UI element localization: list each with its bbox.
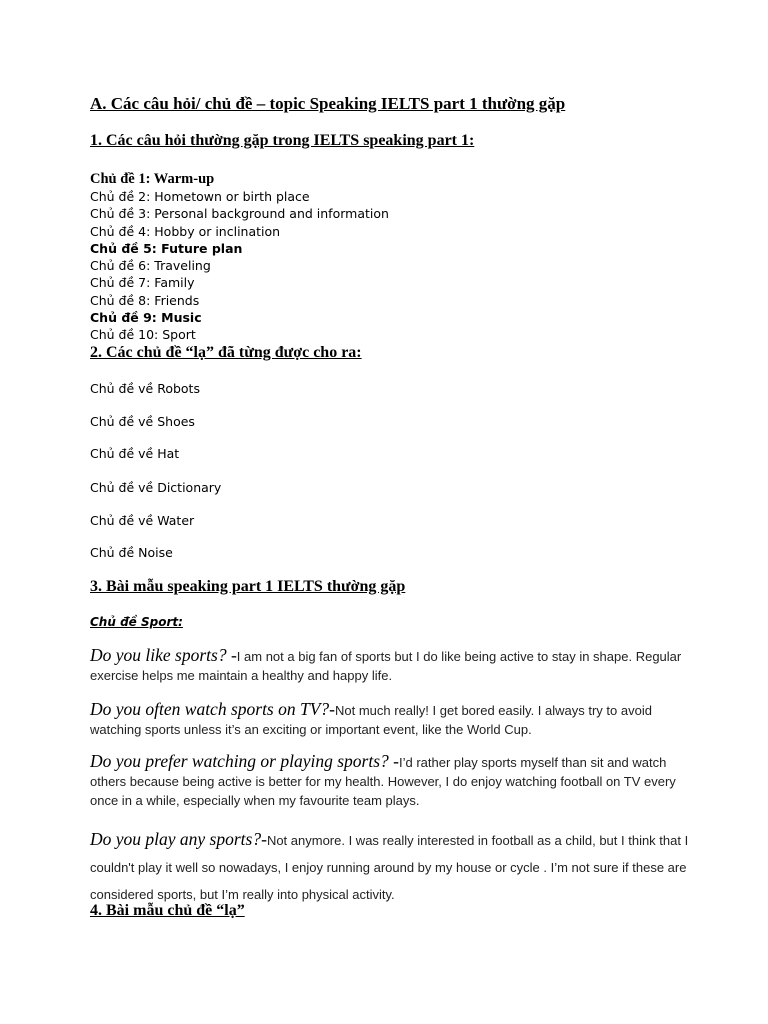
topic-item: Chủ đề 2: Hometown or birth place — [90, 189, 310, 204]
answer-text: I’d rather play sports myself than sit and watch others because being active is better for my health. However, I do enjoy watching football on TV every once in a while, especially when my favourite team plays. — [90, 755, 676, 808]
qa-paragraph — [90, 752, 690, 810]
section1-first-topic: Chủ đề 1: Warm-up — [90, 171, 215, 187]
sport-label: Chủ đề Sport: — [90, 615, 183, 629]
topic-item: Chủ đề 10: Sport — [90, 327, 196, 343]
heading-a: A. Các câu hỏi/ chủ đề – topic Speaking IELTS part 1 thường gặp — [90, 94, 566, 113]
qa-paragraph — [90, 700, 690, 739]
strange-topic-item: Chủ đề về Shoes — [90, 414, 195, 429]
qa-paragraph — [90, 646, 690, 685]
topic-item: Chủ đề 5: Future plan — [90, 240, 243, 256]
qa-paragraph — [90, 826, 690, 908]
section2-title: 2. Các chủ đề “lạ” đã từng được cho ra: — [90, 344, 362, 361]
strange-topic-item: Chủ đề về Water — [90, 513, 195, 528]
topic-item: Chủ đề 7: Family — [90, 275, 195, 291]
topic-item: Chủ đề 9: Music — [90, 310, 202, 326]
topic-item: Chủ đề 8: Friends — [90, 292, 200, 308]
question-text: Do you play any sports?- — [90, 829, 267, 849]
answer-text: Not much really! I get bored easily. I always try to avoid watching sports unless it’s an exciting or important event, like the World Cup. — [90, 703, 652, 737]
section1-title: 1. Các câu hỏi thường gặp trong IELTS speaking part 1: — [90, 132, 475, 149]
question-text: Do you like sports? - — [90, 645, 237, 665]
answer-text: I am not a big fan of sports but I do like being active to stay in shape. Regular exercise helps me maintain a healthy and happy life. — [90, 649, 682, 683]
section4-title: 4. Bài mẫu chủ đề “lạ” — [90, 902, 245, 919]
topic-list — [90, 188, 389, 344]
strange-topic-item: Chủ đề Noise — [90, 545, 173, 560]
answer-text: Not anymore. I was really interested in football as a child, but I think that I couldn't play it well so nowadays, I enjoy running around by my house or cycle . I’m not sure if these are considered sports, but I’m really into physical activity. — [90, 833, 689, 902]
strange-topic-item: Chủ đề về Dictionary — [90, 480, 222, 495]
question-text: Do you often watch sports on TV?- — [90, 699, 335, 719]
topic-item: Chủ đề 4: Hobby or inclination — [90, 223, 281, 239]
topic-item: Chủ đề 3: Personal background and information — [90, 206, 389, 222]
strange-topic-item: Chủ đề về Hat — [90, 446, 180, 461]
topic-item: Chủ đề 6: Traveling — [90, 258, 211, 274]
strange-topic-item: Chủ đề về Robots — [90, 381, 200, 396]
section3-title: 3. Bài mẫu speaking part 1 IELTS thường gặp — [90, 578, 406, 595]
question-text: Do you prefer watching or playing sports? - — [90, 751, 399, 771]
